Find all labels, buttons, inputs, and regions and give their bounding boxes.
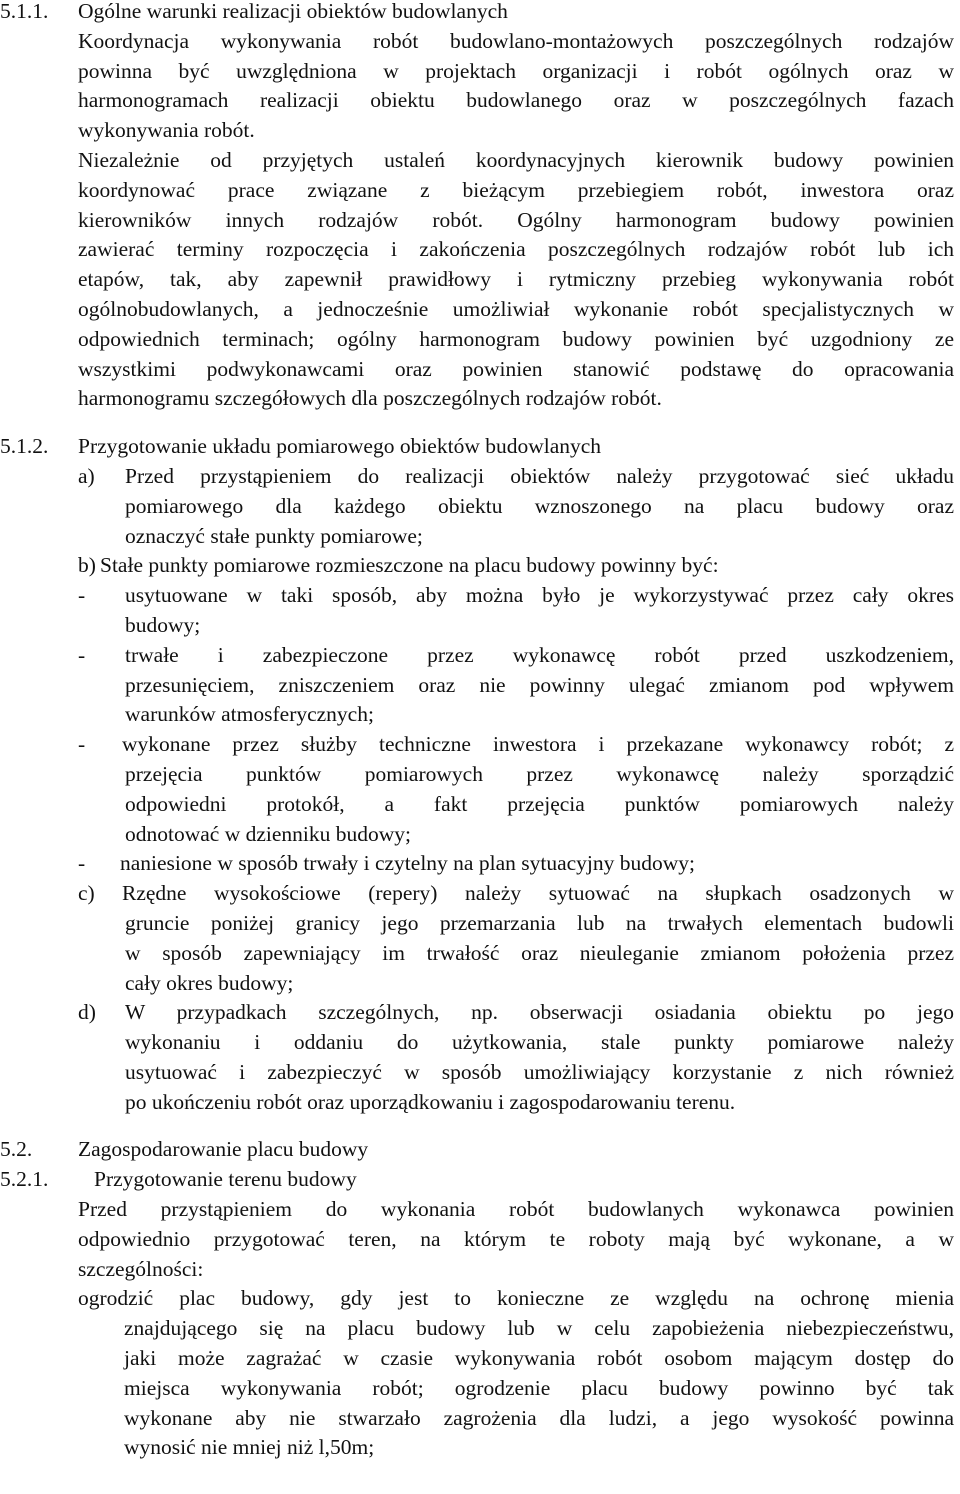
list-marker: a) — [78, 463, 95, 488]
text-line: pomiarowego dla każdego obiektu wznoszonego na placu budowy oraz — [125, 493, 954, 518]
list-item-c — [78, 879, 954, 998]
section-5-2-heading — [0, 1135, 960, 1165]
text-line: zawierać terminy rozpoczęcia i zakończenia poszczególnych rodzajów robót lub ich — [78, 237, 954, 262]
section-5-2-1-heading — [0, 1165, 960, 1195]
text-line: odnotować w dzienniku budowy; — [125, 821, 412, 846]
text-line: ogrodzić plac budowy, gdy jest to konieczne ze względu na ochronę mienia — [78, 1286, 954, 1311]
section-5-1-2-heading — [0, 432, 960, 462]
dash-marker: - — [78, 851, 86, 876]
dash-item-location — [78, 581, 954, 641]
text-line: wynosić nie mniej niż l,50m; — [124, 1435, 375, 1460]
dash-item-made-by-services — [78, 730, 954, 849]
text-line: wykonywania robót. — [78, 118, 255, 143]
text-line: etapów, tak, aby zapewnił prawidłowy i rytmiczny przebieg wykonywania robót — [78, 267, 954, 292]
text-line: Koordynacja wykonywania robót budowlano-montażowych poszczególnych rodzajów — [78, 28, 954, 53]
section-title: Ogólne warunki realizacji obiektów budowlanych — [78, 0, 508, 23]
list-marker: c) — [78, 881, 95, 906]
text-line: odpowiednich terminach; ogólny harmonogram budowy powinien być uzgodniony ze — [78, 326, 954, 351]
text-line: harmonogramach realizacji obiektu budowlanego oraz w poszczególnych fazach — [78, 88, 954, 113]
text-line: znajdującego się na placu budowy lub w celu zapobieżenia niebezpieczeństwu, — [124, 1316, 954, 1341]
text-line: Rzędne wysokościowe (repery) należy sytuować na słupkach osadzonych w — [122, 881, 954, 906]
text-line: usytuować i zabezpieczyć w sposób umożliwiający korzystanie z nich również — [125, 1059, 954, 1084]
paragraph-fence — [78, 1284, 954, 1463]
list-item-d — [78, 998, 954, 1117]
text-line: W przypadkach szczególnych, np. obserwacji osiadania obiektu po jego — [125, 1000, 954, 1025]
dash-item-durable — [78, 641, 954, 730]
text-line: powinna być uwzględniona w projektach organizacji i robót ogólnych oraz w — [78, 58, 954, 83]
dash-item-plotted — [78, 849, 954, 879]
paragraph-site-manager — [78, 146, 954, 414]
section-number: 5.2. — [0, 1137, 33, 1162]
dash-marker: - — [78, 583, 86, 608]
list-marker: d) — [78, 1000, 96, 1025]
text-line: kierowników innych rodzajów robót. Ogólny harmonogram budowy powinien — [78, 207, 954, 232]
list-item-a — [78, 462, 954, 551]
text-line: wykonane aby nie stwarzało zagrożenia dla ludzi, a jego wysokość powinna — [124, 1405, 954, 1430]
text-line: przesunięciem, zniszczeniem oraz nie powinny ulegać zmianom pod wpływem — [125, 672, 954, 697]
text-line: szczególności: — [78, 1256, 204, 1281]
text-line: Stałe punkty pomiarowe rozmieszczone na placu budowy powinny być: — [100, 553, 719, 578]
text-line: warunków atmosferycznych; — [125, 702, 374, 727]
text-line: jaki może zagrażać w czasie wykonywania robót osobom mającym dostęp do — [124, 1346, 954, 1371]
dash-marker: - — [78, 642, 86, 667]
text-line: koordynować prace związane z bieżącym przebiegiem robót, inwestora oraz — [78, 177, 954, 202]
section-number: 5.1.2. — [0, 434, 49, 459]
text-line: oznaczyć stałe punkty pomiarowe; — [125, 523, 423, 548]
text-line: budowy; — [125, 612, 201, 637]
text-line: harmonogramu szczegółowych dla poszczególnych rodzajów robót. — [78, 386, 662, 411]
text-line: trwałe i zabezpieczone przez wykonawcę robót przed uszkodzeniem, — [125, 642, 954, 667]
section-title: Zagospodarowanie placu budowy — [78, 1137, 369, 1162]
text-line: odpowiedni protokół, a fakt przejęcia punktów pomiarowych należy — [125, 791, 954, 816]
text-line: usytuowane w taki sposób, aby można było je wykorzystywać przez cały okres — [125, 583, 954, 608]
text-line: Przed przystąpieniem do wykonania robót budowlanych wykonawca powinien — [78, 1197, 954, 1222]
text-line: po ukończeniu robót oraz uporządkowaniu i zagospodarowaniu terenu. — [125, 1089, 736, 1114]
text-line: odpowiednio przygotować teren, na którym te roboty mają być wykonane, a w — [78, 1226, 954, 1251]
text-line: naniesione w sposób trwały i czytelny na plan sytuacyjny budowy; — [120, 851, 696, 876]
section-number: 5.2.1. — [0, 1167, 49, 1192]
text-line: gruncie poniżej granicy jego przemarzania lub na trwałych elementach budowli — [125, 910, 954, 935]
section-title: Przygotowanie układu pomiarowego obiektów budowlanych — [78, 434, 602, 459]
text-line: wykonaniu i oddaniu do użytkowania, stale punkty pomiarowe należy — [125, 1030, 954, 1055]
text-line: wszystkimi podwykonawcami oraz powinien stanowić podstawę do opracowania — [78, 356, 954, 381]
list-marker: b) — [78, 553, 96, 578]
section-5-1-1-heading — [0, 0, 960, 27]
text-line: ogólnobudowlanych, a jednocześnie umożliwiał wykonanie robót specjalistycznych w — [78, 296, 954, 321]
dash-marker: - — [78, 732, 86, 757]
text-line: wykonane przez służby techniczne inwestora i przekazane wykonawcy robót; z — [122, 732, 954, 757]
text-line: przejęcia punktów pomiarowych przez wykonawcę należy sporządzić — [125, 761, 954, 786]
list-item-b — [78, 551, 954, 581]
text-line: cały okres budowy; — [125, 970, 294, 995]
paragraph-site-preparation — [78, 1195, 954, 1284]
text-line: miejsca wykonywania robót; ogrodzenie placu budowy powinno być tak — [124, 1375, 954, 1400]
section-title: Przygotowanie terenu budowy — [94, 1167, 357, 1192]
section-number: 5.1.1. — [0, 0, 49, 23]
text-line: w sposób zapewniający im trwałość oraz nieuleganie zmianom położenia przez — [125, 940, 954, 965]
measurement-list — [78, 462, 954, 1118]
text-line: Niezależnie od przyjętych ustaleń koordynacyjnych kierownik budowy powinien — [78, 147, 954, 172]
text-line: Przed przystąpieniem do realizacji obiektów należy przygotować sieć układu — [125, 463, 954, 488]
paragraph-coordination — [78, 27, 954, 146]
